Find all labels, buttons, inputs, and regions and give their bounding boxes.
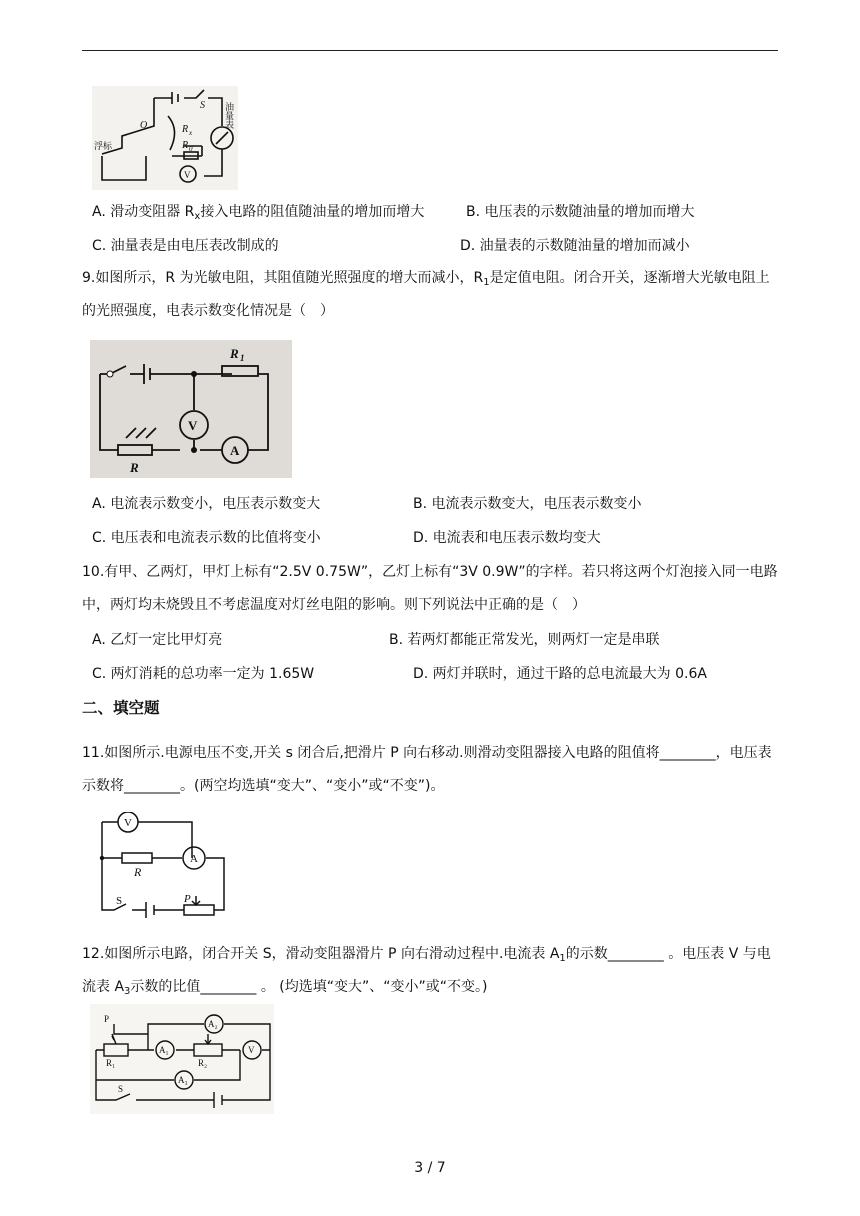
q9-label-r1-sub: 1 [240, 353, 245, 363]
q11-label-s: S [116, 895, 123, 907]
page-number: 3 / 7 [414, 1160, 446, 1176]
q9-option-b: B. 电流表示数变大，电压表示数变小 [413, 496, 642, 512]
q10-option-b: B. 若两灯都能正常发光，则两灯一定是串联 [389, 632, 660, 648]
q11-label-p: P [184, 893, 191, 905]
q12-label-a3: A₃ [178, 1075, 188, 1085]
section-heading-fill-in: 二、填空题 [82, 699, 160, 717]
q8-circuit-figure [92, 86, 238, 190]
q9-label-r1: R [230, 346, 239, 361]
q8-option-c: C. 油量表是由电压表改制成的 [92, 238, 279, 254]
q9-label-v: V [188, 418, 198, 433]
q8-option-a: A. 滑动变阻器 $R_x$接入电路的阻值随油量的增加而增大 [92, 204, 425, 222]
q12-circuit-figure [90, 1004, 274, 1114]
q8-label-r0-sub: 0 [189, 145, 193, 153]
q8-label-float: 浮标 [94, 142, 113, 152]
q9-option-d: D. 电流表和电压表示数均变大 [413, 530, 601, 546]
header-rule [82, 50, 778, 51]
q8-option-d: D. 油量表的示数随油量的增加而减小 [460, 238, 690, 254]
q12-label-p: P [104, 1014, 110, 1024]
q10-option-d: D. 两灯并联时，通过干路的总电流最大为 0.6A [413, 666, 707, 682]
q9-circuit-figure [90, 340, 292, 478]
q9-label-r: R [130, 460, 139, 475]
q12-stem: 12.如图所示电路，闭合开关 S，滑动变阻器滑片 P 向右滑动过程中.电流表 $A_1$的示数________ 。电压表 V 与电流表 $A_3$示数的比值________ 。 (均选填“变大”、“变小”或“不变。) [82, 946, 771, 997]
q8-label-meter: 油量表 [223, 102, 233, 129]
q8-label-rx-sub: x [189, 129, 193, 137]
q12-label-a2: A₂ [208, 1019, 218, 1029]
q8-option-b: B. 电压表的示数随油量的增加而增大 [466, 204, 695, 220]
q9-option-a: A. 电流表示数变小，电压表示数变大 [92, 496, 321, 512]
q10-option-a: A. 乙灯一定比甲灯亮 [92, 632, 223, 648]
q10-option-c: C. 两灯消耗的总功率一定为 1.65W [92, 666, 315, 682]
q8-label-r0: R [182, 140, 189, 151]
q11-circuit-figure [96, 812, 232, 920]
q8-label-s: S [200, 100, 205, 111]
q9-label-a: A [230, 443, 240, 458]
q8-label-v: V [184, 170, 191, 180]
q12-label-v: V [248, 1045, 255, 1055]
q12-label-s: S [118, 1084, 124, 1094]
q8-label-o: O [140, 120, 148, 131]
q8-label-rx: R [182, 124, 189, 135]
q12-label-r2: R₂ [198, 1058, 208, 1068]
q9-option-c: C. 电压表和电流表示数的比值将变小 [92, 530, 321, 546]
q11-label-r: R [134, 865, 142, 879]
q9-stem: 9.如图所示，R 为光敏电阻，其阻值随光照强度的增大而减小，$R_1$是定值电阻。闭合开关，逐渐增大光敏电阻上的光照强度，电表示数变化情况是（ ） [82, 270, 770, 319]
q11-stem: 11.如图所示.电源电压不变,开关 s 闭合后,把滑片 P 向右移动.则滑动变阻器接入电路的阻值将________，电压表示数将________。(两空均选填“变大”、“变小”或“不变”)。 [82, 745, 772, 794]
q11-label-a: A [190, 853, 198, 865]
q11-label-v: V [124, 817, 132, 829]
q12-label-a1: A₁ [159, 1045, 169, 1055]
q10-stem: 10.有甲、乙两灯，甲灯上标有“2.5V 0.75W”，乙灯上标有“3V 0.9W”的字样。若只将这两个灯泡接入同一电路中，两灯均未烧毁且不考虑温度对灯丝电阻的影响。则下列说法中正确的是（ ） [82, 564, 778, 613]
q12-label-r1: R₁ [106, 1058, 116, 1068]
